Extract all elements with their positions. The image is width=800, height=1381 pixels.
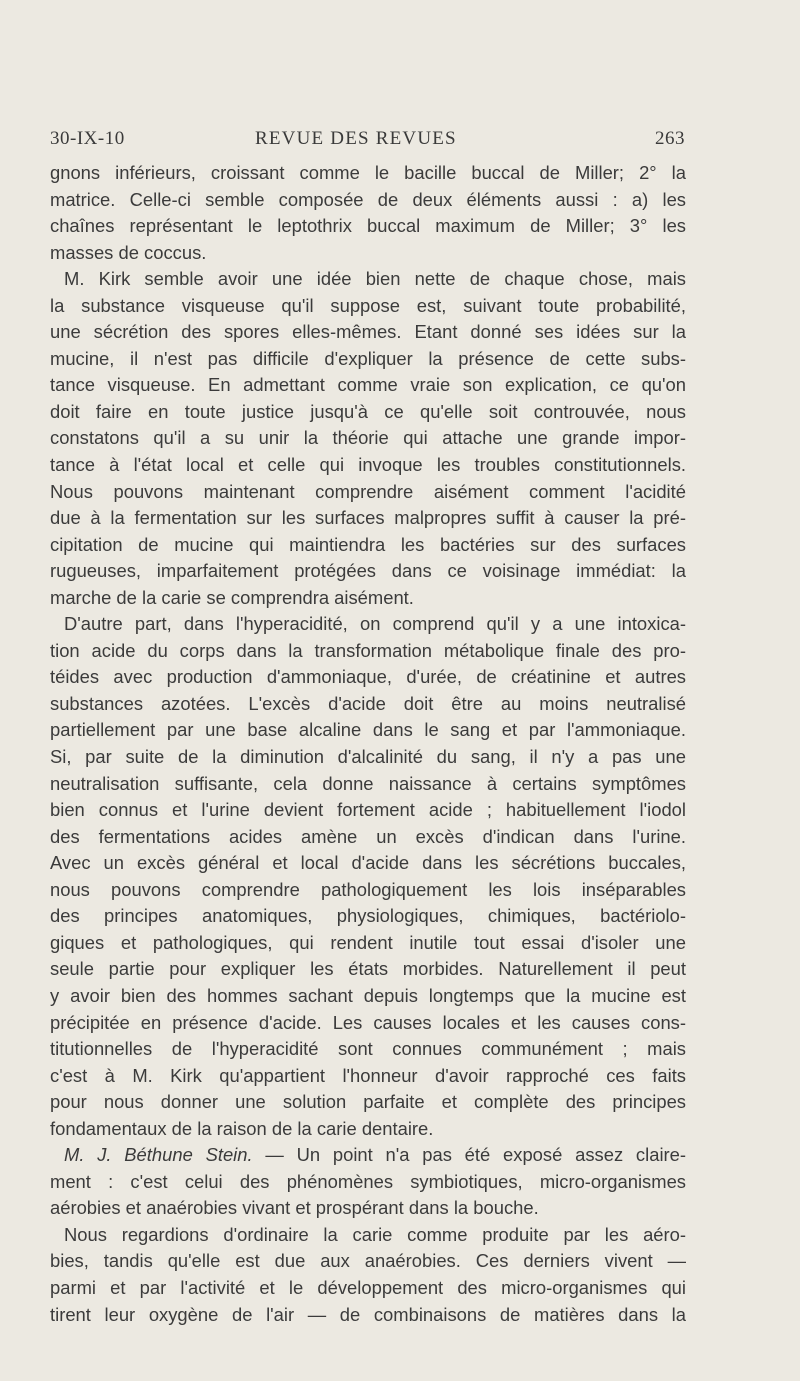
text-line: tion acide du corps dans la transformation métabolique finale des pro- <box>50 639 686 661</box>
text-line: Nous pouvons maintenant comprendre aisément comment l'acidité <box>50 480 686 502</box>
text-line: une sécrétion des spores elles-mêmes. Etant donné ses idées sur la <box>50 321 686 343</box>
text-line: aérobies et anaérobies vivant et prospérant dans la bouche. <box>50 1197 539 1219</box>
text-line <box>50 1142 686 1169</box>
text-run: — Un point n'a pas été exposé assez claire- <box>252 1144 686 1166</box>
running-header <box>50 128 685 154</box>
text-line: gnons inférieurs, croissant comme le bacille buccal de Miller; 2° la <box>50 162 686 183</box>
speaker-name: M. J. Béthune Stein. <box>64 1144 253 1166</box>
text-line: matrice. Celle-ci semble composée de deux éléments aussi : a) les <box>50 188 686 210</box>
text-line: parmi et par l'activité et le développement des micro-organismes qui <box>50 1276 686 1298</box>
text-line: la substance visqueuse qu'il suppose est, suivant toute probabilité, <box>50 294 686 316</box>
text-line: des principes anatomiques, physiologiques, chimiques, bactériolo- <box>50 905 686 927</box>
text-line: M. Kirk semble avoir une idée bien nette de chaque chose, mais <box>64 268 686 290</box>
text-line: téides avec production d'ammoniaque, d'urée, de créatinine et autres <box>50 666 686 688</box>
text-line: constatons qu'il a su unir la théorie qui attache une grande impor- <box>50 427 686 449</box>
text-line: tirent leur oxygène de l'air — de combinaisons de matières dans la <box>50 1303 686 1325</box>
text-line: seule partie pour expliquer les états morbides. Naturellement il peut <box>50 958 686 980</box>
text-line: précipitée en présence d'acide. Les causes locales et les causes cons- <box>50 1011 686 1033</box>
text-line: substances azotées. L'excès d'acide doit être au moins neutralisé <box>50 692 686 714</box>
text-line: tance à l'état local et celle qui invoque les troubles constitutionnels. <box>50 454 686 476</box>
text-line: cipitation de mucine qui maintiendra les bactéries sur des surfaces <box>50 533 686 555</box>
text-line: des fermentations acides amène un excès d'indican dans l'urine. <box>50 825 686 847</box>
text-line: Avec un excès général et local d'acide dans les sécrétions buccales, <box>50 852 686 874</box>
text-line: bies, tandis qu'elle est due aux anaérobies. Ces derniers vivent — <box>50 1250 686 1272</box>
text-line: Nous regardions d'ordinaire la carie comme produite par les aéro- <box>64 1223 686 1245</box>
text-line: neutralisation suffisante, cela donne naissance à certains symptômes <box>50 772 686 794</box>
header-journal-title: REVUE DES REVUES <box>255 128 457 149</box>
text-line: marche de la carie se comprendra aisément. <box>50 586 414 608</box>
text-line: c'est à M. Kirk qu'appartient l'honneur d'avoir rapproché ces faits <box>50 1064 686 1086</box>
text-line: mucine, il n'est pas difficile d'expliquer la présence de cette subs- <box>50 347 686 369</box>
text-line: partiellement par une base alcaline dans le sang et par l'ammoniaque. <box>50 719 686 741</box>
text-line: D'autre part, dans l'hyperacidité, on comprend qu'il y a une intoxica- <box>64 613 686 635</box>
text-line: fondamentaux de la raison de la carie dentaire. <box>50 1117 434 1139</box>
page-body <box>50 160 686 1328</box>
text-line: nous pouvons comprendre pathologiquement les lois inséparables <box>50 878 686 900</box>
text-line: bien connus et l'urine devient fortement acide ; habituellement l'iodol <box>50 799 686 821</box>
text-line: rugueuses, imparfaitement protégées dans ce voisinage immédiat: la <box>50 560 686 582</box>
text-line: tance visqueuse. En admettant comme vraie son explication, ce qu'on <box>50 374 686 396</box>
text-line: due à la fermentation sur les surfaces malpropres suffit à causer la pré- <box>50 507 686 529</box>
header-date: 30-IX-10 <box>50 128 125 149</box>
text-line: ment : c'est celui des phénomènes symbiotiques, micro-organismes <box>50 1170 686 1192</box>
text-line: titutionnelles de l'hyperacidité sont connues communément ; mais <box>50 1038 686 1060</box>
text-line: chaînes représentant le leptothrix buccal maximum de Miller; 3° les <box>50 215 686 237</box>
text-line: y avoir bien des hommes sachant depuis longtemps que la mucine est <box>50 984 686 1006</box>
text-line: pour nous donner une solution parfaite et complète des principes <box>50 1091 686 1113</box>
text-line: masses de coccus. <box>50 241 207 263</box>
text-line: Si, par suite de la diminution d'alcalinité du sang, il n'y a pas une <box>50 746 686 768</box>
text-line: doit faire en toute justice jusqu'à ce qu'elle soit controuvée, nous <box>50 400 686 422</box>
text-line: giques et pathologiques, qui rendent inutile tout essai d'isoler une <box>50 931 686 953</box>
page-number: 263 <box>655 128 685 149</box>
